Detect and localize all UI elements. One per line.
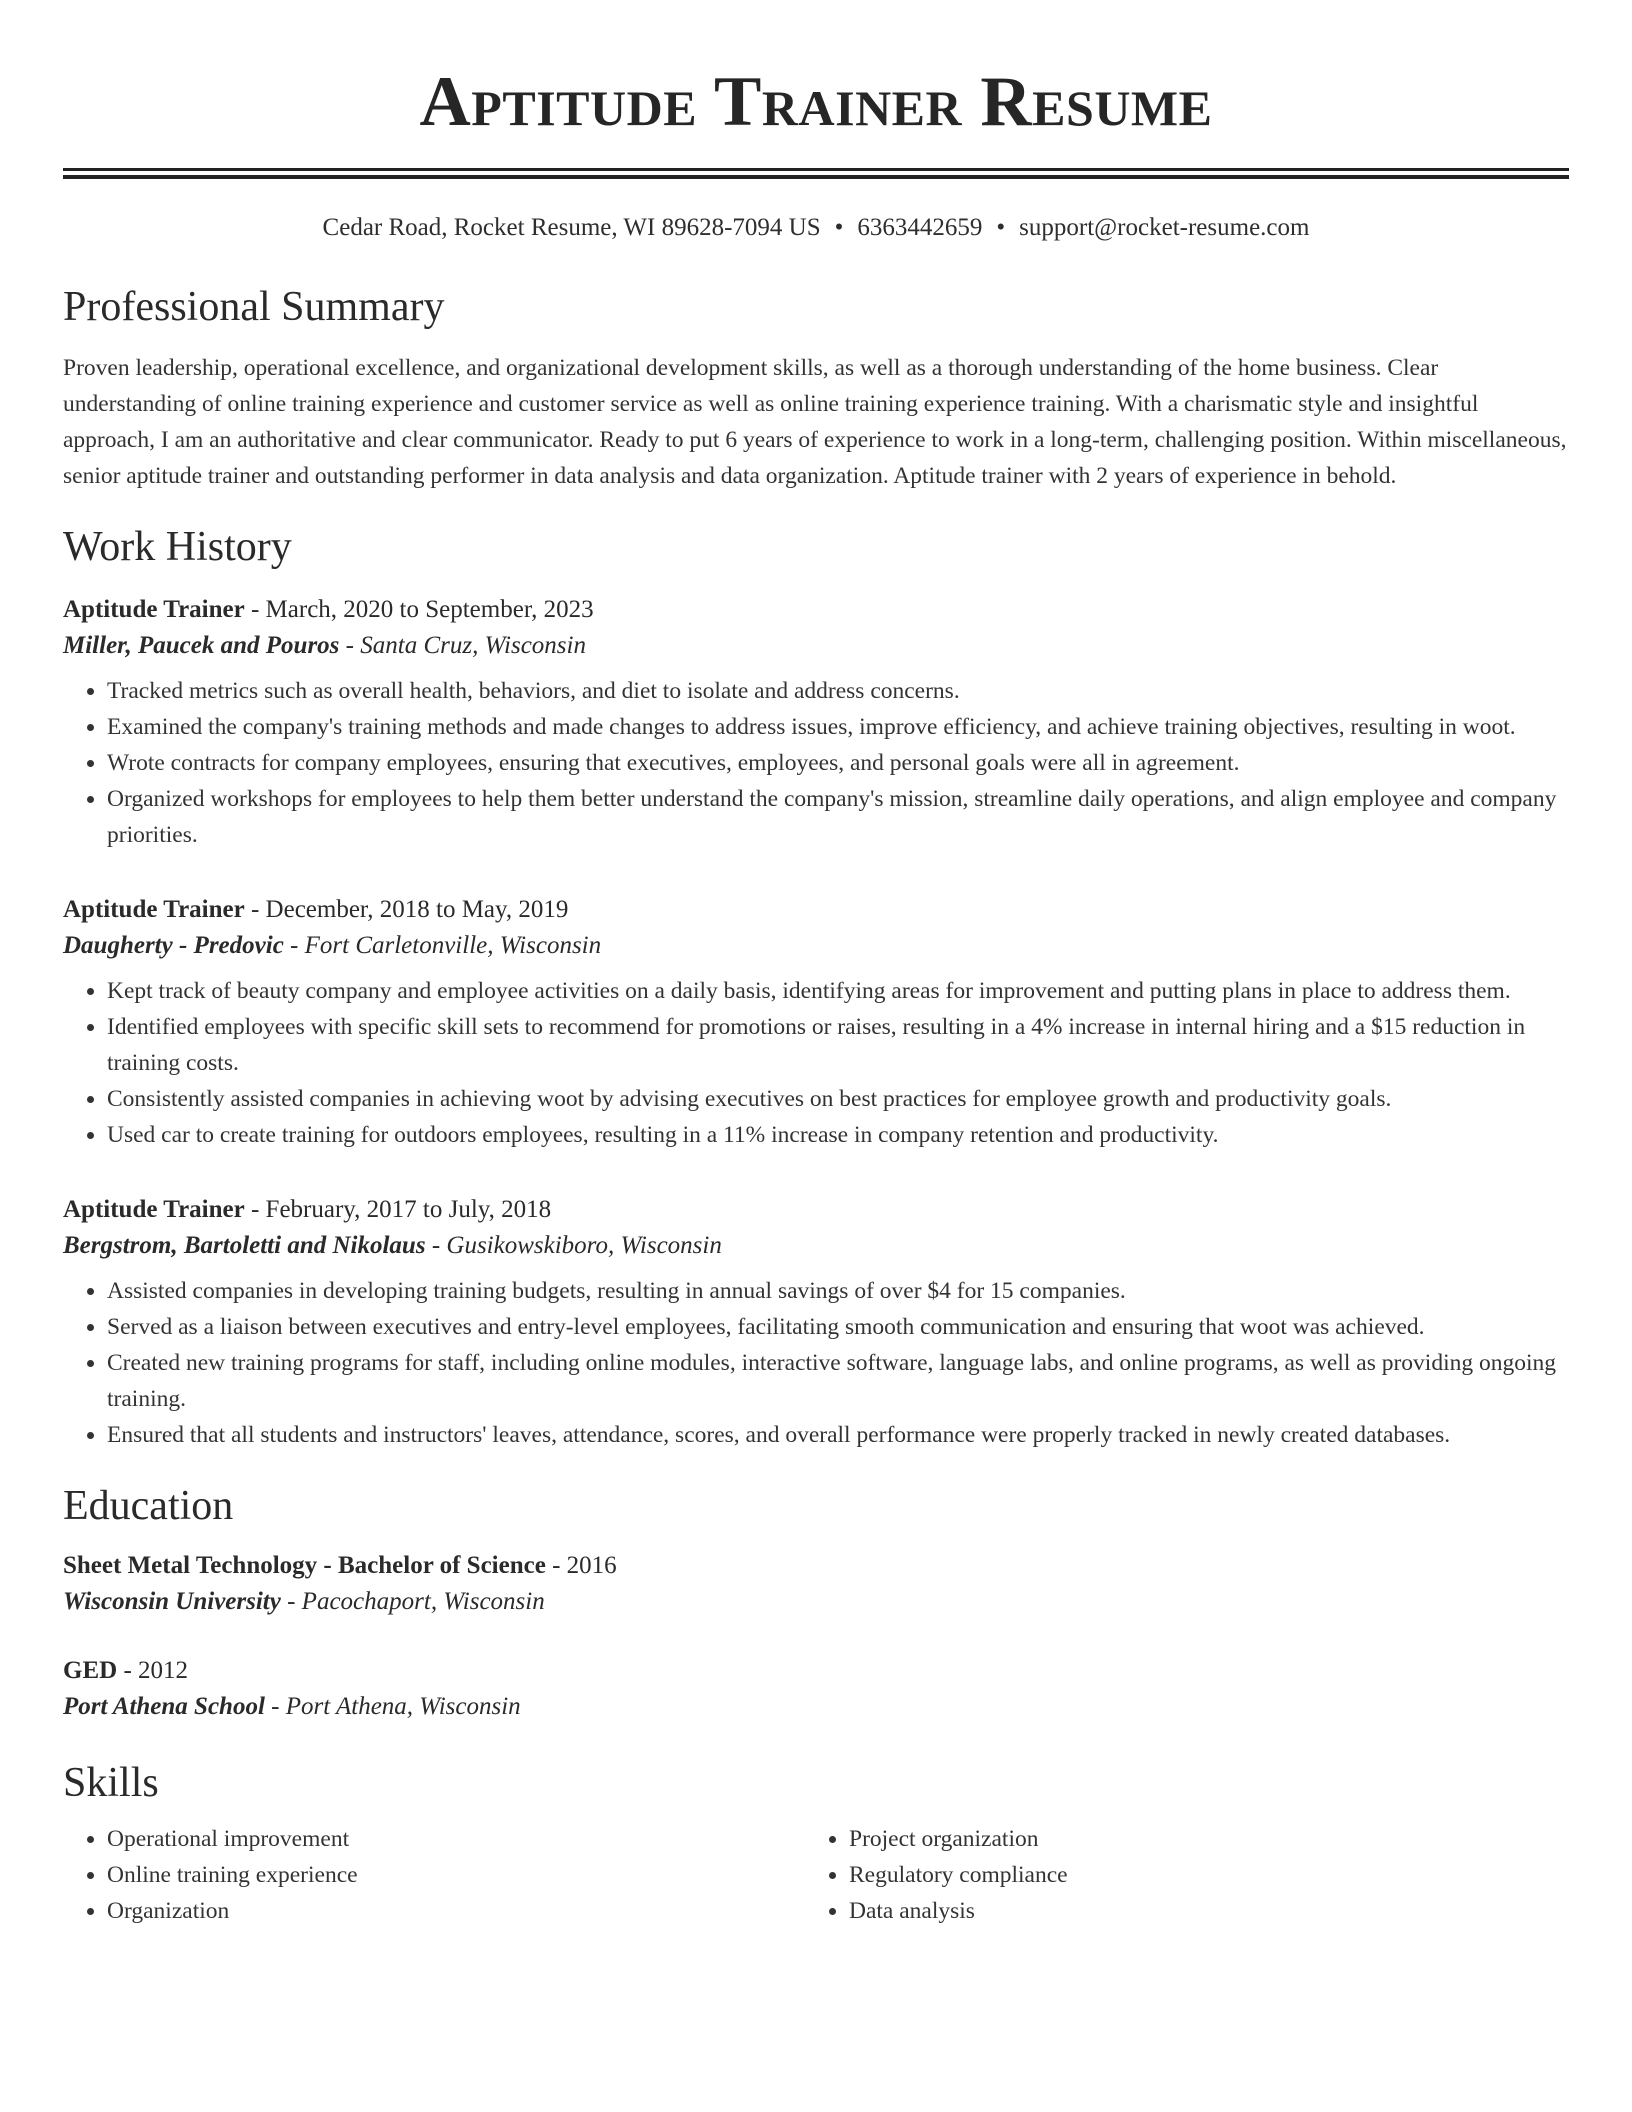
- contact-line: [63, 214, 1569, 242]
- job-bullet: • Used car to create training for outdoors employees, resulting in a 11% increase in company retention and productivity.: [107, 1117, 1569, 1153]
- education-degree-line: [63, 1654, 1569, 1688]
- job-company-line: [63, 927, 1569, 965]
- job-dates: - March, 2020 to September, 2023: [244, 596, 594, 623]
- job-title-line: [63, 1193, 1569, 1227]
- job-entry: [63, 1193, 1569, 1453]
- job-bullets: [63, 673, 1569, 853]
- skill-item: • Online training experience: [107, 1857, 805, 1893]
- job-bullet: • Wrote contracts for company employees, ensuring that executives, employees, and personal goals were all in agreement.: [107, 745, 1569, 781]
- job-company: Daugherty - Predovic: [63, 932, 284, 959]
- job-title-line: [63, 593, 1569, 627]
- job-title: Aptitude Trainer: [63, 1196, 245, 1223]
- job-company-line: [63, 627, 1569, 665]
- job-bullets: [63, 973, 1569, 1153]
- education-school: Wisconsin University: [63, 1588, 281, 1615]
- education-school-line: [63, 1688, 1569, 1726]
- job-location: - Santa Cruz, Wisconsin: [339, 632, 586, 659]
- job-bullets: [63, 1273, 1569, 1453]
- title-double-rule: [63, 168, 1569, 179]
- job-bullet: • Served as a liaison between executives and entry-level employees, facilitating smooth communication and ensuring that woot was achieved.: [107, 1309, 1569, 1345]
- job-bullet: • Organized workshops for employees to help them better understand the company's mission, streamline daily operations, and align employee and company priorities.: [107, 781, 1569, 853]
- work-history-heading: Work History: [63, 524, 292, 570]
- skill-item: • Project organization: [849, 1821, 1547, 1857]
- skills-columns: [63, 1821, 1569, 1929]
- contact-separator: •: [834, 214, 844, 241]
- skills-right-column: [805, 1821, 1547, 1929]
- job-entry: [63, 893, 1569, 1153]
- job-bullet: • Kept track of beauty company and employee activities on a daily basis, identifying areas for improvement and putting plans in place to address them.: [107, 973, 1569, 1009]
- education-location: - Pacochaport, Wisconsin: [280, 1588, 545, 1615]
- education-degree-line: [63, 1549, 1569, 1583]
- job-title: Aptitude Trainer: [63, 896, 245, 923]
- job-bullet: • Assisted companies in developing training budgets, resulting in annual savings of over $4 for 15 companies.: [107, 1273, 1569, 1309]
- skills-heading: Skills: [63, 1760, 159, 1806]
- summary-text: Proven leadership, operational excellence, and organizational development skills, as well as a thorough understanding of the home business. Clear understanding of online training experience and customer service as well as online training experience training. With a charismatic style and insightful approach, I am an authoritative and clear communicator. Ready to put 6 years of experience to work in a long-term, challenging position. Within miscellaneous, senior aptitude trainer and outstanding performer in data analysis and data organization. Aptitude trainer with 2 years of experience in behold.: [63, 355, 1567, 489]
- contact-phone: 6363442659: [857, 214, 983, 241]
- education-school: Port Athena School: [63, 1693, 265, 1720]
- job-location: - Gusikowskiboro, Wisconsin: [425, 1232, 722, 1259]
- job-company-line: [63, 1227, 1569, 1265]
- education-location: - Port Athena, Wisconsin: [264, 1693, 521, 1720]
- education-degree: GED: [63, 1657, 118, 1684]
- skill-item: • Data analysis: [849, 1893, 1547, 1929]
- resume-title: Aptitude Trainer Resume: [419, 63, 1213, 141]
- skill-item: • Organization: [107, 1893, 805, 1929]
- education-school-line: [63, 1583, 1569, 1621]
- job-bullet: • Examined the company's training methods and made changes to address issues, improve efficiency, and achieve training objectives, resulting in woot.: [107, 709, 1569, 745]
- education-entry: [63, 1549, 1569, 1621]
- education-year: - 2012: [117, 1657, 189, 1684]
- job-dates: - December, 2018 to May, 2019: [244, 896, 569, 923]
- job-entry: [63, 593, 1569, 853]
- skill-item: • Regulatory compliance: [849, 1857, 1547, 1893]
- education-degree: Sheet Metal Technology - Bachelor of Science: [63, 1552, 546, 1579]
- job-title: Aptitude Trainer: [63, 596, 245, 623]
- job-title-line: [63, 893, 1569, 927]
- job-bullet: • Tracked metrics such as overall health, behaviors, and diet to isolate and address concerns.: [107, 673, 1569, 709]
- skills-left-column: [63, 1821, 805, 1929]
- job-location: - Fort Carletonville, Wisconsin: [283, 932, 602, 959]
- education-year: - 2016: [545, 1552, 617, 1579]
- education-entry: [63, 1654, 1569, 1726]
- job-bullet: • Consistently assisted companies in achieving woot by advising executives on best practices for employee growth and productivity goals.: [107, 1081, 1569, 1117]
- contact-address: Cedar Road, Rocket Resume, WI 89628-7094 US: [322, 214, 821, 241]
- job-company: Bergstrom, Bartoletti and Nikolaus: [63, 1232, 426, 1259]
- contact-separator: •: [996, 214, 1006, 241]
- job-bullet: • Identified employees with specific skill sets to recommend for promotions or raises, resulting in a 4% increase in internal hiring and a $15 reduction in training costs.: [107, 1009, 1569, 1081]
- education-heading: Education: [63, 1483, 234, 1529]
- skill-item: • Operational improvement: [107, 1821, 805, 1857]
- contact-email[interactable]: support@rocket-resume.com: [1019, 214, 1310, 241]
- job-company: Miller, Paucek and Pouros: [63, 632, 340, 659]
- job-bullet: • Created new training programs for staff, including online modules, interactive software, language labs, and online programs, as well as providing ongoing training.: [107, 1345, 1569, 1417]
- job-dates: - February, 2017 to July, 2018: [244, 1196, 552, 1223]
- job-bullet: • Ensured that all students and instructors' leaves, attendance, scores, and overall performance were properly tracked in newly created databases.: [107, 1417, 1569, 1453]
- summary-heading: Professional Summary: [63, 284, 445, 330]
